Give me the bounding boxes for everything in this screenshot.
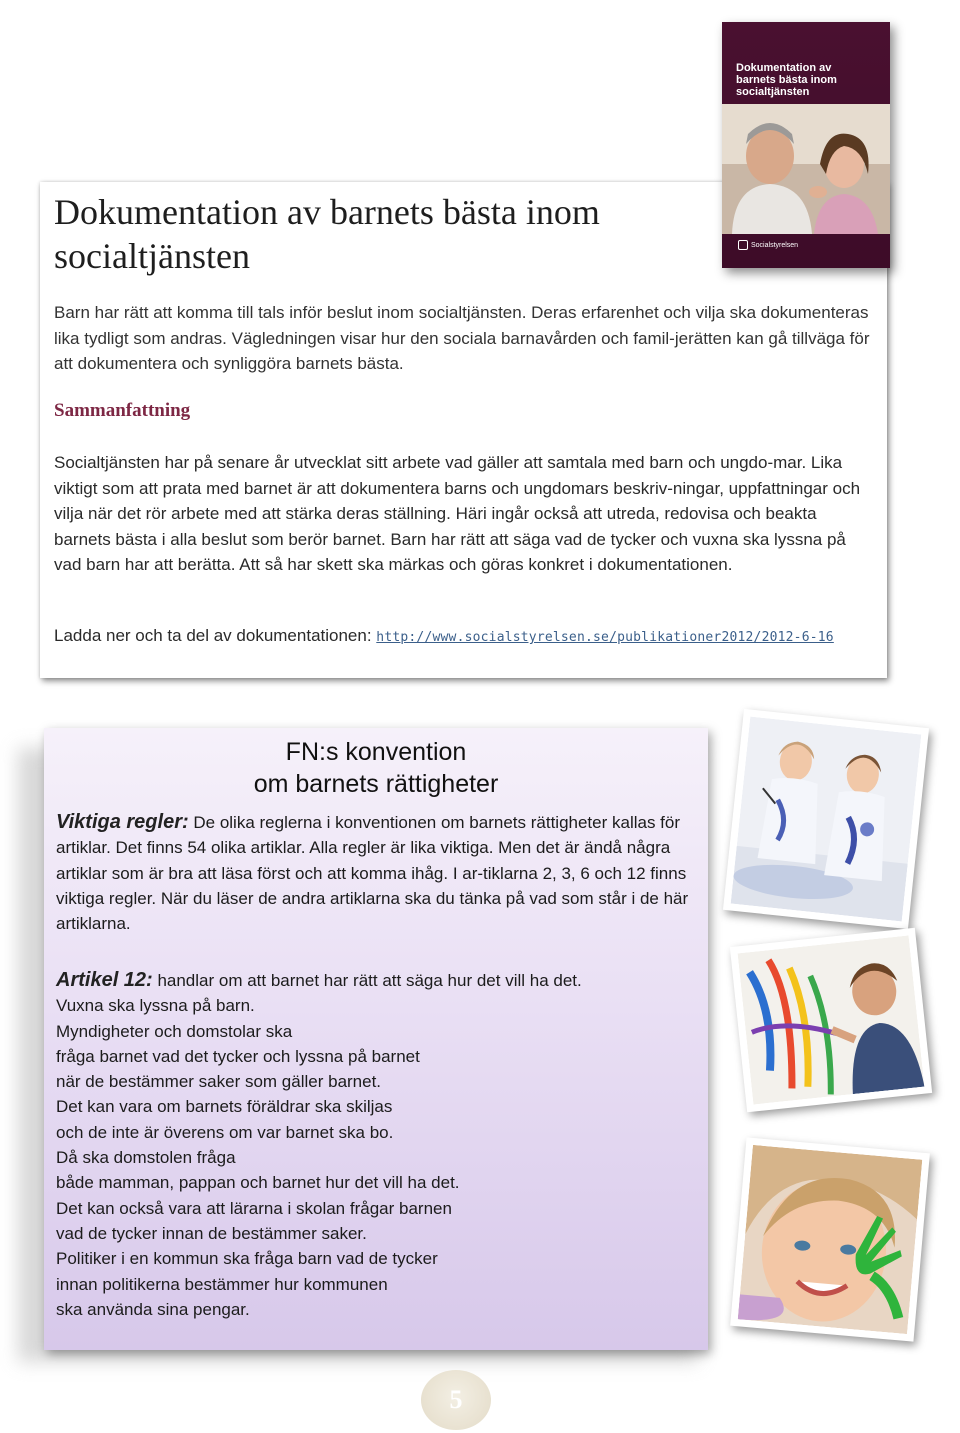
article-line: Myndigheter och domstolar ska <box>56 1021 293 1041</box>
article-line: Politiker i en kommun ska fråga barn vad de tycker <box>56 1249 438 1269</box>
panel-title-line1: FN:s konvention <box>285 738 467 766</box>
card-lead-text: Barn har rätt att komma till tals inför beslut inom socialtjänsten. Deras erfarenhet och vilja ska dokumenteras lika tydligt som andras. Vägledningen visar hur den sociala barnavården och famil-jerätten kan gå tillväga för att dokumentera och synliggöra barnets bästa. <box>54 303 870 373</box>
publisher-logo-icon <box>738 240 748 250</box>
article-line: innan politikerna bestämmer hur kommunen <box>56 1274 388 1294</box>
convention-panel <box>44 728 708 1350</box>
article-12-block <box>56 968 706 1322</box>
summary-text: Socialtjänsten har på senare år utvecklat sitt arbete vad gäller att samtala med barn och ungdo-mar. Lika viktigt som att prata med barnet är att dokumentera barns och ungdomars beskriv-ningar, uppfattningar och vilja när det rör arbete med att stärka deras ställning. Häri ingår också att utreda, redovisa och beakta barnets bästa i alla beslut som berör barnet. Barn har rätt att säga vad de tycker och vuxna ska lyssna på vad barn har att berätta. Att så har skett ska märkas och göras konkret i dokumentationen. <box>54 453 861 574</box>
panel-title-line2: om barnets rättigheter <box>253 770 499 798</box>
card-title: Dokumentation av barnets bästa inom socialtjänsten <box>54 192 600 276</box>
book-cover <box>722 22 890 268</box>
article-line: ska använda sina pengar. <box>56 1299 250 1319</box>
page-number: 5 <box>449 1385 463 1414</box>
rules-paragraph <box>56 810 706 936</box>
download-label: Ladda ner och ta del av dokumentationen: <box>54 626 377 645</box>
article-line: både mamman, pappan och barnet hur det vill ha det. <box>56 1173 460 1193</box>
panel-title <box>44 736 708 800</box>
photo-smiling-girl <box>730 1137 930 1341</box>
download-line <box>54 626 876 646</box>
article-line: när de bestämmer saker som gäller barnet. <box>56 1072 382 1092</box>
rules-lead: Viktiga regler: <box>56 811 189 833</box>
publisher-logo <box>738 240 798 250</box>
cover-photo-family <box>722 104 890 234</box>
article-lead: Artikel 12: <box>56 969 153 991</box>
article-line: Det kan vara om barnets föräldrar ska skiljas <box>56 1097 393 1117</box>
publisher-name: Socialstyrelsen <box>751 241 799 249</box>
article-line: Då ska domstolen fråga <box>56 1148 236 1168</box>
article-line: vad de tycker innan de bestämmer saker. <box>56 1223 367 1243</box>
article-first-line <box>56 968 706 993</box>
article-line: Det kan också vara att lärarna i skolan frågar barnen <box>56 1198 452 1218</box>
article-first-text: handlar om att barnet har rätt att säga hur det vill ha det. <box>152 971 582 990</box>
cover-title: Dokumentation av barnets bästa inom socialtjänsten <box>736 62 837 98</box>
article-line: fråga barnet vad det tycker och lyssna på barnet <box>56 1046 420 1066</box>
photo-painting-wall <box>730 928 932 1113</box>
download-link[interactable]: http://www.socialstyrelsen.se/publikationer2012/2012-6-16 <box>376 630 834 645</box>
summary-heading: Sammanfattning <box>54 400 191 421</box>
page-number-badge <box>421 1370 491 1430</box>
article-line: Vuxna ska lyssna på barn. <box>56 996 255 1016</box>
photo-painting-girls <box>723 709 929 929</box>
article-line: och de inte är överens om var barnet ska bo. <box>56 1122 394 1142</box>
rules-text: De olika reglerna i konventionen om barnets rättigheter kallas för artiklar. Det finns 54 olika artiklar. Alla regler är lika viktiga. Men det är ändå några artiklar som är bra att läsa först och att komma ihåg. I ar-tiklarna 2, 3, 6 och 12 finns viktiga regler. När du läser de andra artiklarna ska du tänka på vad som står i de här artiklarna. <box>56 813 689 934</box>
